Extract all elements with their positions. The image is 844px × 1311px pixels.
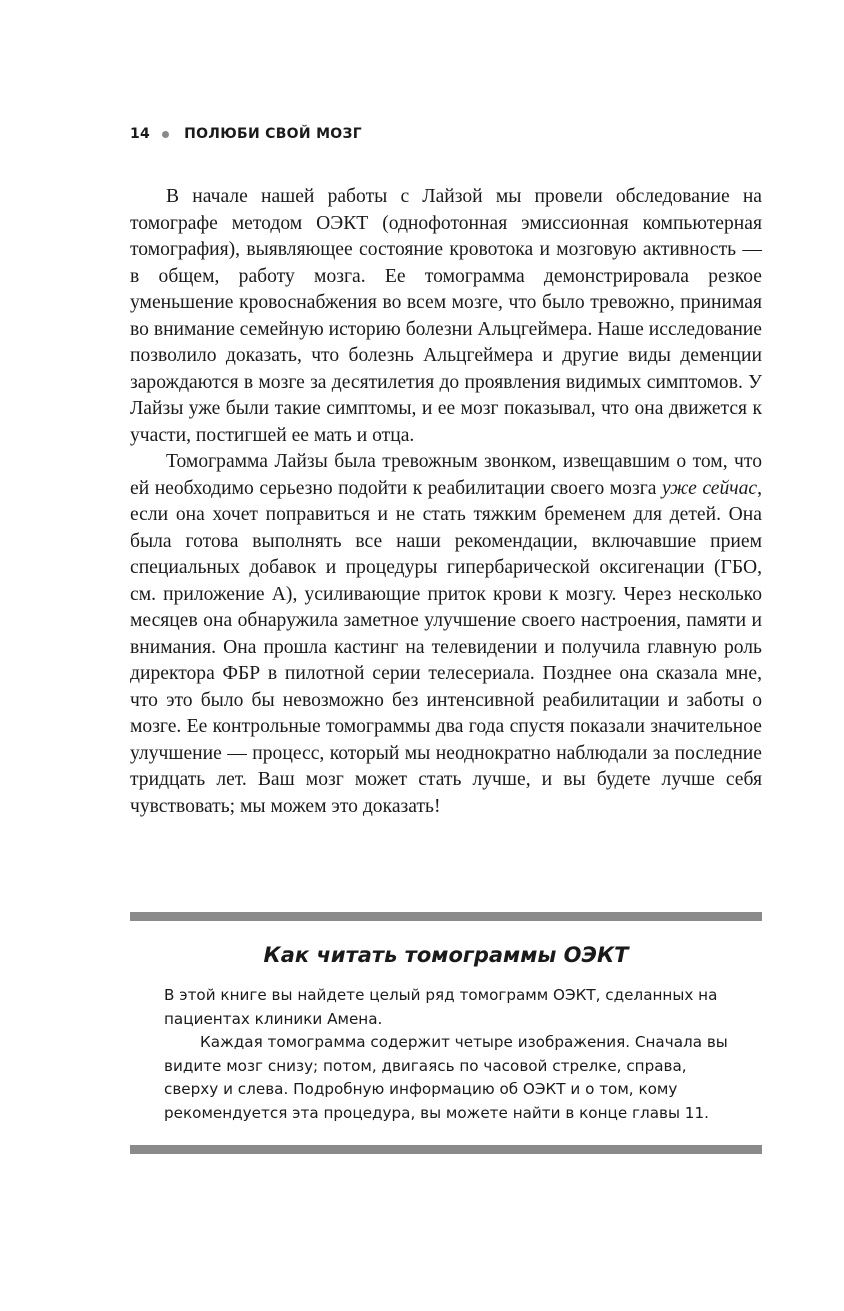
running-header <box>130 126 362 142</box>
paragraph <box>130 449 762 820</box>
box-paragraph: В этой книге вы найдете целый ряд томограмм ОЭКТ, сделанных на пациентах клиники Амена. <box>164 986 718 1028</box>
book-title: ПОЛЮБИ СВОЙ МОЗГ <box>184 126 362 142</box>
page-number: 14 <box>130 126 151 142</box>
box-top-rule <box>130 912 762 921</box>
paragraph-text: , если она хочет поправиться и не стать тяжким бременем для детей. Она была готова выполнять все наши рекомендации, включавшие прием специальных добавок и процедуры гипербарической оксигенации (ГБО, см. приложение А), усиливающие приток крови к мозгу. Через несколько месяцев она обнаружила заметное улучшение своего настроения, памяти и внимания. Она прошла кастинг на телевидении и получила главную роль директора ФБР в пилотной серии телесериала. Позднее она сказала мне, что это было бы невозможно без интенсивной реабилитации и заботы о мозге. Ее контрольные томограммы два года спустя показали значительное улучшение — процесс, который мы неоднократно наблюдали за последние тридцать лет. Ваш мозг может стать лучше, и вы будете лучше себя чувствовать; мы можем это доказать! <box>130 477 763 817</box>
paragraph: В начале нашей работы с Лайзой мы провели обследование на томографе методом ОЭКТ (однофотонная эмиссионная компьютерная томография), выявляющее состояние кровотока и мозговую активность — в общем, работу мозга. Ее томограмма демонстрировала резкое уменьшение кровоснабжения во всем мозге, что было тревожно, принимая во внимание семейную историю болезни Альцгеймера. Наше исследование позволило доказать, что болезнь Альцгеймера и другие виды деменции зарождаются в мозге за десятилетия до проявления видимых симптомов. У Лайзы уже были такие симптомы, и ее мозг показывал, что она движется к участи, постигшей ее мать и отца. <box>130 186 762 446</box>
emphasis-text: уже сейчас <box>661 477 758 499</box>
box-title: Как читать томограммы ОЭКТ <box>263 943 629 967</box>
main-text <box>130 184 762 820</box>
box-text <box>164 984 728 1125</box>
box-paragraph: Каждая томограмма содержит четыре изображения. Сначала вы видите мозг снизу; потом, двигаясь по часовой стрелке, справа, сверху и слева. Подробную информацию об ОЭКТ и о том, кому рекомендуется эта процедура, вы можете найти в конце главы 11. <box>164 1033 728 1122</box>
bullet-separator-icon <box>162 131 169 138</box>
paragraph-text: Томограмма Лайзы была тревожным звонком, извещавшим о том, что ей необходимо серьезно подойти к реабилитации своего мозга <box>130 451 762 499</box>
box-bottom-rule <box>130 1145 762 1154</box>
